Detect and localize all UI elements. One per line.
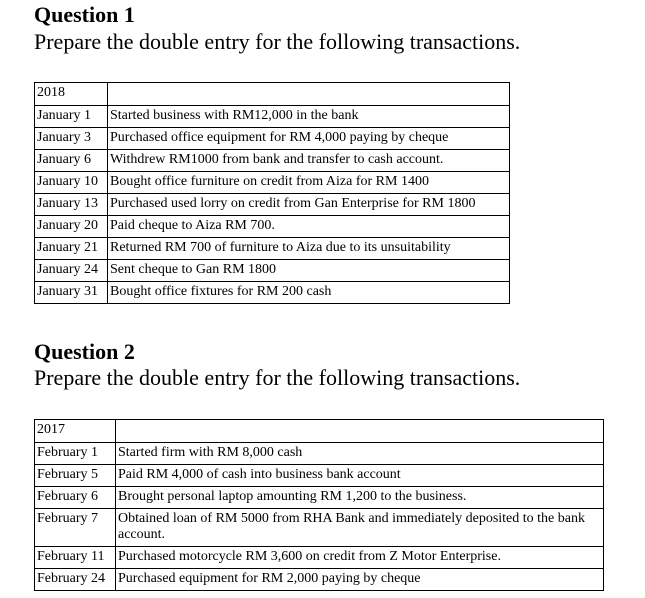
date-cell: January 21 (35, 238, 108, 260)
table-row (35, 260, 510, 282)
date-cell: January 20 (35, 216, 108, 238)
question-2-transactions-table (34, 419, 604, 591)
description-cell: Paid RM 4,000 of cash into business bank account (116, 465, 604, 487)
description-cell: Sent cheque to Gan RM 1800 (108, 260, 510, 282)
table-row (35, 282, 510, 304)
table-row (35, 487, 604, 509)
table-row (35, 194, 510, 216)
table-row (35, 547, 604, 569)
description-cell: Returned RM 700 of furniture to Aiza due to its unsuitability (108, 238, 510, 260)
description-cell: Paid cheque to Aiza RM 700. (108, 216, 510, 238)
description-cell: Started business with RM12,000 in the bank (108, 106, 510, 128)
question-1-transactions-table (34, 82, 510, 304)
year-cell: 2017 (35, 420, 116, 443)
table-row (35, 128, 510, 150)
description-cell: Started firm with RM 8,000 cash (116, 443, 604, 465)
description-cell: Purchased used lorry on credit from Gan Enterprise for RM 1800 (108, 194, 510, 216)
table-row (35, 216, 510, 238)
table-row (35, 569, 604, 591)
date-cell: February 11 (35, 547, 116, 569)
description-cell: Obtained loan of RM 5000 from RHA Bank and immediately deposited to the bank account. (116, 509, 604, 547)
description-cell: Brought personal laptop amounting RM 1,200 to the business. (116, 487, 604, 509)
date-cell: February 24 (35, 569, 116, 591)
year-row (35, 83, 510, 106)
question-2-title: Question 2 (34, 339, 135, 364)
description-cell: Bought office furniture on credit from Aiza for RM 1400 (108, 172, 510, 194)
question-1-title: Question 1 (34, 2, 135, 27)
question-1-instruction: Prepare the double entry for the following transactions. (34, 29, 521, 54)
date-cell: January 10 (35, 172, 108, 194)
empty-cell (108, 83, 510, 106)
table-row (35, 465, 604, 487)
table-row (35, 172, 510, 194)
date-cell: February 7 (35, 509, 116, 547)
date-cell: January 31 (35, 282, 108, 304)
description-cell: Purchased equipment for RM 2,000 paying by cheque (116, 569, 604, 591)
date-cell: February 6 (35, 487, 116, 509)
year-cell: 2018 (35, 83, 108, 106)
date-cell: January 24 (35, 260, 108, 282)
year-row (35, 420, 604, 443)
table-row (35, 238, 510, 260)
description-cell: Withdrew RM1000 from bank and transfer to cash account. (108, 150, 510, 172)
date-cell: January 3 (35, 128, 108, 150)
description-cell: Purchased office equipment for RM 4,000 paying by cheque (108, 128, 510, 150)
question-2-instruction: Prepare the double entry for the following transactions. (34, 365, 521, 390)
table-row (35, 150, 510, 172)
date-cell: February 5 (35, 465, 116, 487)
table-row (35, 443, 604, 465)
description-cell: Bought office fixtures for RM 200 cash (108, 282, 510, 304)
table-row (35, 106, 510, 128)
date-cell: February 1 (35, 443, 116, 465)
date-cell: January 6 (35, 150, 108, 172)
table-row (35, 509, 604, 547)
date-cell: January 1 (35, 106, 108, 128)
empty-cell (116, 420, 604, 443)
date-cell: January 13 (35, 194, 108, 216)
description-cell: Purchased motorcycle RM 3,600 on credit from Z Motor Enterprise. (116, 547, 604, 569)
